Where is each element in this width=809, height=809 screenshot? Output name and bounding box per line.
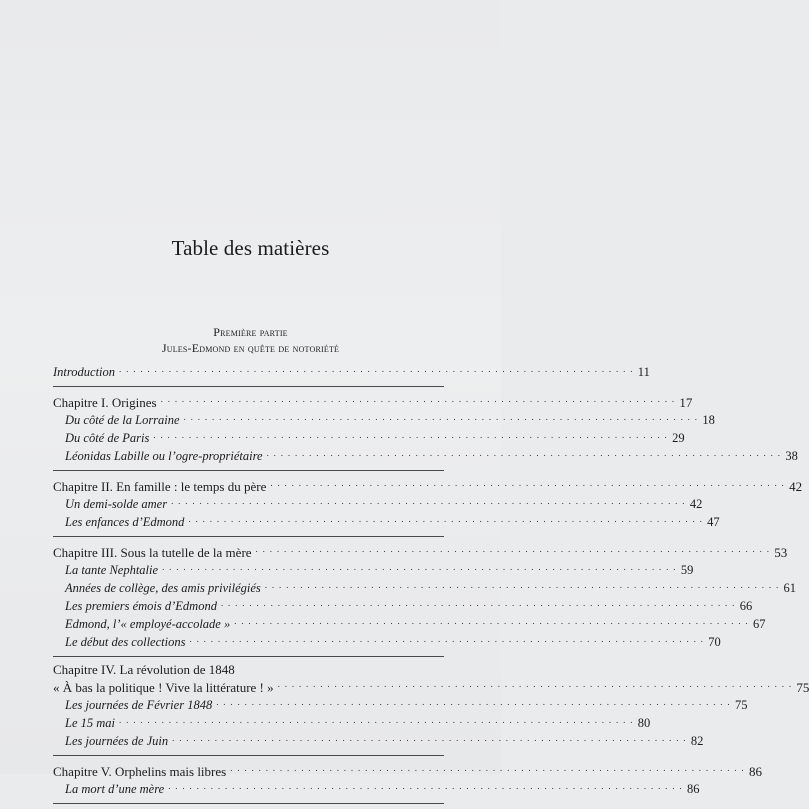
entry-title: Un demi-solde amer (65, 497, 168, 511)
page-number: 11 (637, 365, 650, 379)
dot-leader: . . . . . . . . . . . . . . . . . . . . . . . . . . . . . . . . . . . . . . . . . . . . . . . . . . . . . . . . . . . . . . . . . . . . . . . . . (266, 448, 782, 458)
section-divider (53, 470, 444, 471)
entry-title: Années de collège, des amis privilégiés (65, 581, 261, 595)
page-number: 59 (680, 563, 694, 577)
entry-title: La tante Nephtalie (65, 563, 159, 577)
page-number: 61 (783, 581, 797, 595)
toc-section-entry (53, 494, 703, 512)
section-divider (53, 755, 444, 756)
entry-title: Chapitre III. Sous la tutelle de la mère (53, 545, 252, 560)
section-divider (53, 803, 444, 804)
entry-title: Le début des collections (65, 635, 186, 649)
page-number: 67 (752, 617, 766, 631)
dot-leader: . . . . . . . . . . . . . . . . . . . . . . . . . . . . . . . . . . . . . . . . . . . . . . . . . . . . . . . . . . . . . . . . . . . . . . . . . (119, 364, 634, 374)
toc-chapter-entry (53, 476, 803, 494)
toc-intro-entry (53, 362, 650, 380)
toc-chapter-entry (53, 542, 788, 560)
dot-leader: . . . . . . . . . . . . . . . . . . . . . . . . . . . . . . . . . . . . . . . . . . . . . . . . . . . . . . . . . . . . . . . . . . . . . . . . . (183, 412, 699, 422)
page-number: 80 (637, 716, 651, 730)
page-number: 75 (796, 680, 809, 695)
toc-chapter-entry (53, 761, 762, 779)
toc-chapter-entry (53, 662, 444, 677)
dot-leader: . . . . . . . . . . . . . . . . . . . . . . . . . . . . . . . . . . . . . . . . . . . . . . . . . . . . . . . . . . . . . . . . . . . . . . . . . (277, 679, 793, 689)
toc-section-entry (53, 614, 766, 632)
entry-title: Chapitre II. En famille : le temps du père (53, 479, 267, 494)
dot-leader: . . . . . . . . . . . . . . . . . . . . . . . . . . . . . . . . . . . . . . . . . . . . . . . . . . . . . . . . . . . . . . . . . . . . . . . . . (168, 781, 683, 791)
table-of-contents (53, 362, 809, 809)
toc-chapter-entry (53, 677, 809, 695)
entry-title: Du côté de la Lorraine (65, 413, 180, 427)
page-number: 66 (739, 599, 753, 613)
toc-section-entry (53, 446, 798, 464)
entry-title: La mort d’une mère (65, 782, 165, 796)
toc-section-entry (53, 578, 797, 596)
toc-chapter-entry (53, 392, 693, 410)
toc-section-entry (53, 512, 720, 530)
dot-leader: . . . . . . . . . . . . . . . . . . . . . . . . . . . . . . . . . . . . . . . . . . . . . . . . . . . . . . . . . . . . . . . . . . . . . . . . . (264, 580, 780, 590)
entry-title: « À bas la politique ! Vive la littérature ! » (53, 680, 274, 695)
toc-section-entry (53, 779, 700, 797)
dot-leader: . . . . . . . . . . . . . . . . . . . . . . . . . . . . . . . . . . . . . . . . . . . . . . . . . . . . . . . . . . . . . . . . . . . . . . . . . (172, 733, 687, 743)
dot-leader: . . . . . . . . . . . . . . . . . . . . . . . . . . . . . . . . . . . . . . . . . . . . . . . . . . . . . . . . . . . . . . . . . . . . . . . . . (160, 394, 676, 404)
section-divider (53, 656, 444, 657)
entry-title: Chapitre I. Origines (53, 395, 157, 410)
page-number: 53 (774, 545, 788, 560)
dot-leader: . . . . . . . . . . . . . . . . . . . . . . . . . . . . . . . . . . . . . . . . . . . . . . . . . . . . . . . . . . . . . . . . . . . . . . . . . (234, 616, 749, 626)
entry-title: Les journées de Juin (65, 734, 169, 748)
dot-leader: . . . . . . . . . . . . . . . . . . . . . . . . . . . . . . . . . . . . . . . . . . . . . . . . . . . . . . . . . . . . . . . . . . . . . . . . . (189, 634, 705, 644)
entry-title: Chapitre V. Orphelins mais libres (53, 764, 227, 779)
entry-title: Les premiers émois d’Edmond (65, 599, 217, 613)
page-number: 75 (734, 698, 748, 712)
toc-section-entry (53, 560, 694, 578)
page-title: Table des matières (171, 236, 330, 260)
toc-section-entry (53, 596, 753, 614)
toc-section-entry (53, 713, 651, 731)
dot-leader: . . . . . . . . . . . . . . . . . . . . . . . . . . . . . . . . . . . . . . . . . . . . . . . . . . . . . . . . . . . . . . . . . . . . . . . . . (119, 715, 634, 725)
page-number: 86 (748, 764, 762, 779)
entry-title: Du côté de Paris (65, 431, 150, 445)
dot-leader: . . . . . . . . . . . . . . . . . . . . . . . . . . . . . . . . . . . . . . . . . . . . . . . . . . . . . . . . . . . . . . . . . . . . . . . . . (220, 598, 736, 608)
page-number: 17 (679, 395, 693, 410)
part-label: Première partie (213, 325, 288, 339)
page-number: 38 (785, 449, 798, 463)
toc-section-entry (53, 695, 748, 713)
page-number: 18 (702, 413, 715, 427)
page-number: 29 (672, 431, 685, 445)
entry-title: Chapitre IV. La révolution de 1848 (53, 662, 235, 677)
section-divider (53, 536, 444, 537)
dot-leader: . . . . . . . . . . . . . . . . . . . . . . . . . . . . . . . . . . . . . . . . . . . . . . . . . . . . . . . . . . . . . . . . . . . . . . . . . (216, 697, 731, 707)
entry-title: Les journées de Février 1848 (65, 698, 213, 712)
entry-title: Introduction (53, 365, 116, 379)
dot-leader: . . . . . . . . . . . . . . . . . . . . . . . . . . . . . . . . . . . . . . . . . . . . . . . . . . . . . . . . . . . . . . . . . . . . . . . . . (255, 544, 771, 554)
entry-title: Edmond, l’« employé-accolade » (65, 617, 231, 631)
dot-leader: . . . . . . . . . . . . . . . . . . . . . . . . . . . . . . . . . . . . . . . . . . . . . . . . . . . . . . . . . . . . . . . . . . . . . . . . . (171, 496, 686, 506)
entry-title: Les enfances d’Edmond (65, 515, 185, 529)
toc-section-entry (53, 632, 721, 650)
dot-leader: . . . . . . . . . . . . . . . . . . . . . . . . . . . . . . . . . . . . . . . . . . . . . . . . . . . . . . . . . . . . . . . . . . . . . . . . . (230, 763, 745, 773)
entry-title: Le 15 mai (65, 716, 115, 730)
page-number: 42 (789, 479, 803, 494)
toc-section-entry (53, 731, 704, 749)
page-number: 70 (708, 635, 721, 649)
entry-title: Léonidas Labille ou l’ogre-propriétaire (65, 449, 263, 463)
part-subtitle: Jules-Edmond en quête de notoriété (161, 341, 340, 355)
dot-leader: . . . . . . . . . . . . . . . . . . . . . . . . . . . . . . . . . . . . . . . . . . . . . . . . . . . . . . . . . . . . . . . . . . . . . . . . . (270, 478, 786, 488)
dot-leader: . . . . . . . . . . . . . . . . . . . . . . . . . . . . . . . . . . . . . . . . . . . . . . . . . . . . . . . . . . . . . . . . . . . . . . . . . (153, 430, 669, 440)
page-number: 82 (690, 734, 704, 748)
toc-section-entry (53, 410, 715, 428)
dot-leader: . . . . . . . . . . . . . . . . . . . . . . . . . . . . . . . . . . . . . . . . . . . . . . . . . . . . . . . . . . . . . . . . . . . . . . . . . (188, 514, 704, 524)
dot-leader: . . . . . . . . . . . . . . . . . . . . . . . . . . . . . . . . . . . . . . . . . . . . . . . . . . . . . . . . . . . . . . . . . . . . . . . . . (162, 562, 677, 572)
page-number: 47 (707, 515, 720, 529)
section-divider (53, 386, 444, 387)
page-number: 42 (689, 497, 703, 511)
toc-section-entry (53, 428, 685, 446)
page-number: 86 (686, 782, 700, 796)
